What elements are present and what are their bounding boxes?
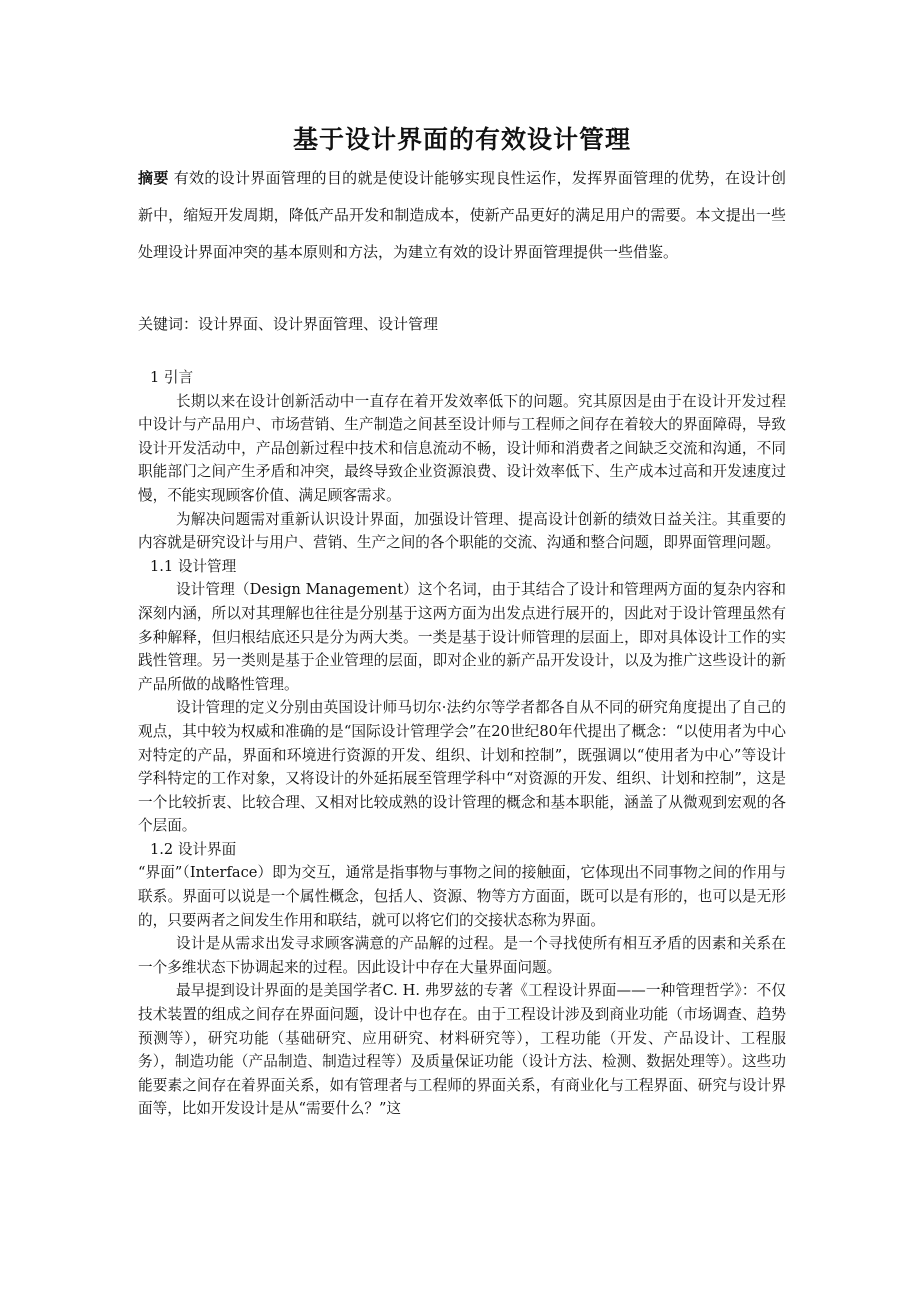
document-body — [138, 366, 786, 1121]
paragraph: 设计管理（Design Management）这个名词，由于其结合了设计和管理两方面的复杂内容和深刻内涵，所以对其理解也往往是分别基于这两方面为出发点进行展开的，因此对于设计管理虽然有多种解释，但归根结底还只是分为两大类。一类是基于设计师管理的层面上，即对具体设计工作的实践性管理。另一类则是基于企业管理的层面，即对企业的新产品开发设计，以及为推广这些设计的新产品所做的战略性管理。 — [138, 581, 786, 693]
paragraph: 为解决问题需对重新认识设计界面，加强设计管理、提高设计创新的绩效日益关注。其重要的内容就是研究设计与用户、营销、生产之间的各个职能的交流、沟通和整合问题，即界面管理问题。 — [138, 510, 786, 552]
abstract — [138, 160, 786, 271]
section-heading-design-interface: 1.2 设计界面 — [150, 840, 237, 858]
abstract-label: 摘要 — [138, 169, 169, 187]
paragraph: 设计是从需求出发寻求顾客满意的产品解的过程。是一个寻找使所有相互矛盾的因素和关系在一个多维状态下协调起来的过程。因此设计中存在大量界面问题。 — [138, 935, 786, 976]
paragraph: 长期以来在设计创新活动中一直存在着开发效率低下的问题。究其原因是由于在设计开发过程中设计与产品用户、市场营销、生产制造之间甚至设计师与工程师之间存在着较大的界面障碍，导致设计开发活动中，产品创新过程中技术和信息流动不畅，设计师和消费者之间缺乏交流和沟通，不同职能部门之间产生矛盾和冲突，最终导致企业资源浪费、设计效率低下、生产成本过高和开发速度过慢，不能实现顾客价值、满足顾客需求。 — [138, 392, 786, 504]
section-heading-design-management: 1.1 设计管理 — [150, 557, 237, 575]
paragraph: “界面”（Interface）即为交互，通常是指事物与事物之间的接触面，它体现出不同事物之间的作用与联系。界面可以说是一个属性概念，包括人、资源、物等方方面面，既可以是有形的，也可以是无形的，只要两者之间发生作用和联结，就可以将它们的交接状态称为界面。 — [138, 864, 786, 929]
keywords: 关键词：设计界面、设计界面管理、设计管理 — [138, 315, 439, 333]
abstract-text: 有效的设计界面管理的目的就是使设计能够实现良性运作，发挥界面管理的优势，在设计创新中，缩短开发周期，降低产品开发和制造成本，使新产品更好的满足用户的需要。本文提出一些处理设计界面冲突的基本原则和方法，为建立有效的设计界面管理提供一些借鉴。 — [138, 169, 786, 261]
section-heading-intro: 1 引言 — [150, 369, 194, 386]
document-title: 基于设计界面的有效设计管理 — [292, 125, 631, 154]
paragraph: 设计管理的定义分别由英国设计师马切尔·法约尔等学者都各自从不同的研究角度提出了自己的观点，其中较为权威和准确的是“国际设计管理学会”在20世纪80年代提出了概念：“以使用者为中心对特定的产品，界面和环境进行资源的开发、组织、计划和控制”，既强调以“使用者为中心”等设计学科特定的工作对象，又将设计的外延拓展至管理学科中“对资源的开发、组织、计划和控制”，这是一个比较折衷、比较合理、又相对比较成熟的设计管理的概念和基本职能，涵盖了从微观到宏观的各个层面。 — [138, 699, 786, 835]
paragraph: 最早提到设计界面的是美国学者C. H. 弗罗兹的专著《工程设计界面——一种管理哲学》：不仅技术装置的组成之间存在界面问题，设计中也存在。由于工程设计涉及到商业功能（市场调查、趋势预测等），研究功能（基础研究、应用研究、材料研究等），工程功能（开发、产品设计、工程服务），制造功能（产品制造、制造过程等）及质量保证功能（设计方法、检测、数据处理等）。这些功能要素之间存在着界面关系，如有管理者与工程师的界面关系，有商业化与工程界面、研究与设计界面等，比如开发设计是从“需要什么？”这 — [138, 982, 786, 1118]
